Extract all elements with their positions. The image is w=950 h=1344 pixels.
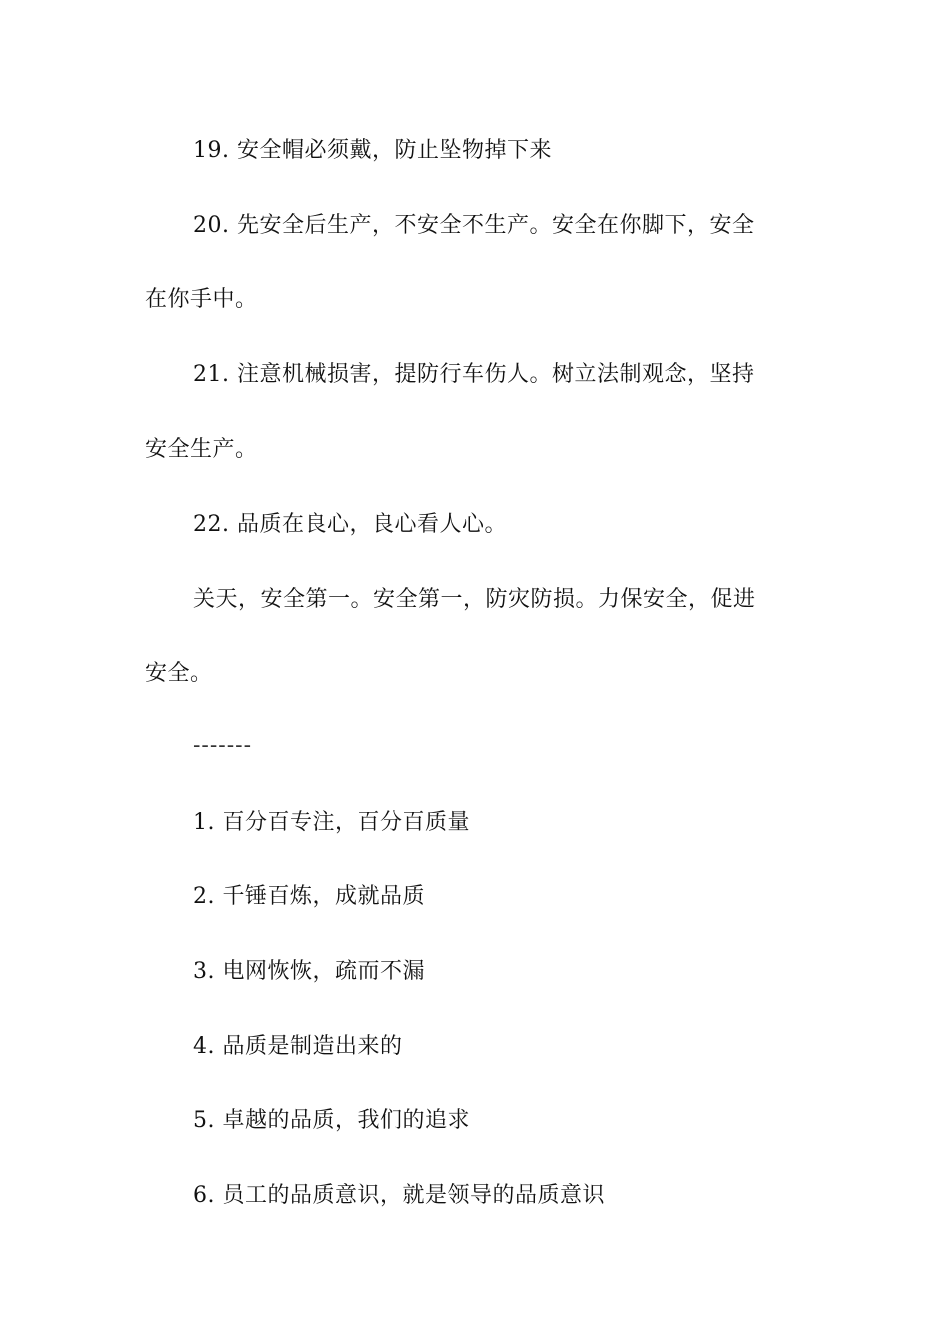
text-line-item-20: 20. 先安全后生产，不安全不生产。安全在你脚下，安全: [193, 213, 755, 238]
text-line-item-1: 1. 百分百专注，百分百质量: [193, 810, 470, 835]
text-line-item-21-continued: 安全生产。: [145, 437, 258, 462]
text-line-item-19: 19. 安全帽必须戴，防止坠物掉下来: [193, 138, 552, 163]
text-line-item-21: 21. 注意机械损害，提防行车伤人。树立法制观念，坚持: [193, 362, 755, 387]
text-line-item-2: 2. 千锤百炼，成就品质: [193, 884, 425, 909]
text-line-item-3: 3. 电网恢恢，疏而不漏: [193, 959, 425, 984]
text-line-item-22: 22. 品质在良心，良心看人心。: [193, 512, 507, 537]
text-line-item-4: 4. 品质是制造出来的: [193, 1034, 403, 1059]
text-line-item-20-continued: 在你手中。: [145, 287, 258, 312]
section-separator: -------: [193, 733, 253, 758]
text-line-closing: 关天，安全第一。安全第一，防灾防损。力保安全，促进: [193, 587, 756, 612]
text-line-item-5: 5. 卓越的品质，我们的追求: [193, 1108, 470, 1133]
text-line-closing-continued: 安全。: [145, 661, 213, 686]
text-line-item-6: 6. 员工的品质意识，就是领导的品质意识: [193, 1183, 605, 1208]
